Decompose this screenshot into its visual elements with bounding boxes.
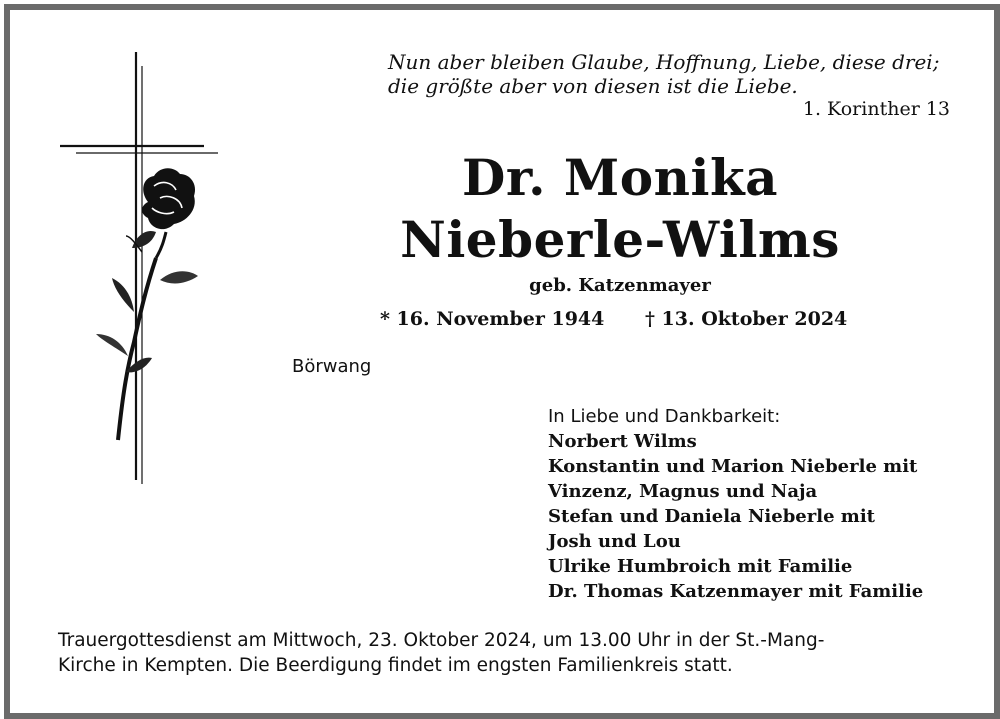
service-info bbox=[58, 628, 968, 678]
birth-date: * 16. November 1944 bbox=[380, 308, 605, 330]
bible-quote bbox=[388, 50, 958, 98]
service-line-1: Trauergottesdienst am Mittwoch, 23. Oktober 2024, um 13.00 Uhr in der St.-Mang- bbox=[58, 630, 825, 651]
life-dates bbox=[380, 308, 847, 330]
service-line-2: Kirche in Kempten. Die Beerdigung findet im engsten Familienkreis statt. bbox=[58, 655, 733, 676]
quote-source: 1. Korinther 13 bbox=[802, 98, 950, 120]
death-date: † 13. Oktober 2024 bbox=[645, 308, 848, 330]
mourner-name: Norbert Wilms bbox=[548, 431, 697, 452]
mourner-name: Konstantin und Marion Nieberle mit bbox=[548, 456, 918, 477]
mourner-name: Vinzenz, Magnus und Naja bbox=[548, 481, 818, 502]
deceased-name-line-2: Nieberle-Wilms bbox=[400, 210, 840, 269]
cross-with-rose-illustration bbox=[56, 52, 226, 492]
mourner-name: Ulrike Humbroich mit Familie bbox=[548, 556, 853, 577]
quote-line-2: die größte aber von diesen ist die Liebe. bbox=[388, 74, 798, 98]
born-name: geb. Katzenmayer bbox=[529, 275, 711, 296]
obituary-frame bbox=[4, 4, 1000, 719]
mourner-name: Stefan und Daniela Nieberle mit bbox=[548, 506, 875, 527]
quote-line-1: Nun aber bleiben Glaube, Hoffnung, Liebe, diese drei; bbox=[388, 50, 940, 74]
cross-icon bbox=[60, 52, 218, 484]
mourners-list bbox=[548, 404, 923, 604]
rose-icon bbox=[96, 168, 198, 440]
obituary-content bbox=[10, 10, 994, 713]
mourners-intro: In Liebe und Dankbarkeit: bbox=[548, 406, 781, 427]
place-name: Börwang bbox=[292, 356, 372, 377]
deceased-name-line-1: Dr. Monika bbox=[461, 148, 778, 207]
mourner-name: Josh und Lou bbox=[548, 531, 681, 552]
mourner-name: Dr. Thomas Katzenmayer mit Familie bbox=[548, 581, 924, 602]
